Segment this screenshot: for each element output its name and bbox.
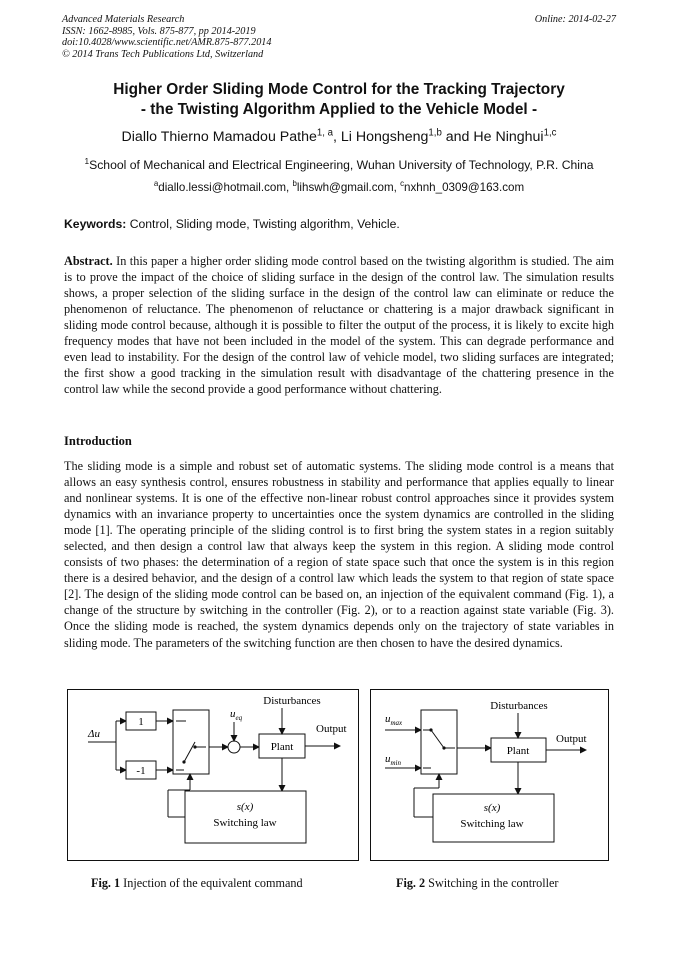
switching-law-label: Switching law: [460, 818, 524, 830]
figure-1-caption: [91, 876, 303, 891]
email-address[interactable]: diallo.lessi@hotmail.com,: [158, 181, 293, 194]
author-name: He Ninghui: [473, 129, 544, 145]
affiliation-sup: 1: [84, 155, 90, 166]
email-list: [40, 181, 638, 194]
switch-block: [173, 710, 209, 774]
sx-label: s(x): [483, 802, 501, 814]
journal-name: Advanced Materials Research: [62, 14, 185, 25]
author-list: [40, 129, 638, 145]
switching-law-label: Switching law: [213, 817, 277, 829]
abstract: [64, 253, 614, 397]
affiliation-text: School of Mechanical and Electrical Engineering, Wuhan University of Technology, P.R. China: [89, 158, 594, 172]
gain-negative-label: -1: [136, 765, 146, 777]
gain-positive-label: 1: [138, 716, 144, 728]
title-line-2: - the Twisting Algorithm Applied to the Vehicle Model -: [140, 101, 538, 118]
keywords: [64, 217, 614, 231]
introduction-text: The sliding mode is a simple and robust set of automatic systems. The sliding mode control is a means that allows an easy synthesis control, ensures robustness in stability and performance that applies equally to linear and nonlinear systems. It is one of the effective non-linear robust control approaches since it provides system dynamics with an invariance property to uncertainties once the system dynamics are controlled in the sliding mode [1]. The operating principle of the sliding control is to first bring the system states in a region suitably selected, and then design a control law that always keep the system in this region. A sliding mode control consists of two phases: the determination of a region of state space such that once the system is in this region there is a desired behavior, and the design of a control law which leads the system to that region of state space [2]. The design of the sliding mode control can be based on, an injection of the equivalent command (Fig. 1), a change of the structure by switching in the controller (Fig. 2), or to a reaction against state variable (Fig. 3). Once the sliding mode is reached, the system dynamics depends only on the trajectory of state variables in sliding mode. The parameters of the switching function are then chosen to have the desired dynamics.: [64, 459, 614, 650]
umax-label: $u_{max}$: [385, 713, 403, 727]
output-label: Output: [316, 723, 347, 735]
email-address[interactable]: lihswh@gmail.com,: [296, 181, 401, 194]
copyright-line: © 2014 Trans Tech Publications Ltd, Switzerland: [62, 48, 264, 60]
affiliation: [40, 155, 638, 172]
figure-1-caption-text: Injection of the equivalent command: [120, 876, 303, 890]
email-address[interactable]: nxhnh_0309@163.com: [404, 181, 525, 194]
keywords-label: Keywords:: [64, 217, 127, 231]
abstract-label: Abstract.: [64, 254, 113, 268]
disturbances-label: Disturbances: [263, 695, 321, 707]
figure-1: [67, 689, 359, 861]
figure-2-caption: [396, 876, 559, 891]
sx-label: s(x): [236, 801, 254, 813]
plant-label: Plant: [506, 745, 530, 757]
author-name: Diallo Thierno Mamadou Pathe: [121, 129, 317, 145]
paper-title: [40, 80, 638, 120]
online-date: Online: 2014-02-27: [534, 14, 616, 25]
figure-1-caption-label: Fig. 1: [91, 876, 121, 890]
journal-header: [62, 14, 616, 60]
introduction-heading: Introduction: [64, 434, 132, 448]
switch-block: [421, 710, 457, 774]
keywords-text: Control, Sliding mode, Twisting algorithm, Vehicle.: [126, 217, 400, 231]
email-sup: b: [292, 179, 297, 189]
summing-junction: [228, 741, 240, 753]
figure-2-caption-label: Fig. 2: [396, 876, 426, 890]
issn-line: ISSN: 1662-8985, Vols. 875-877, pp 2014-2019: [62, 25, 256, 37]
delta-u-label: Δu: [88, 728, 100, 740]
figure-2-caption-text: Switching in the controller: [425, 876, 559, 890]
abstract-text: In this paper a higher order sliding mode control based on the twisting algorithm is studied. The aim is to prove the impact of the choice of sliding surface in the design of the control law. The simulation results shows, a proper selection of the sliding surface in the design of the control law can eliminate or reduce the phenomenon of reluctance. The phenomenon of reluctance or chattering is a major drawback significant in sliding mode control because, although it is possible to filter the output of the process, it is likely to excite high frequency modes that have not been included in the model of the system. This can degrade performance and even lead to instability. For the design of the control law of vehicle model, two sliding surfaces are integrated; the first show a good tracking in the simulation result with disadvantage of the chattering presence in the control law while the second provide a good performance without chattering.: [64, 254, 614, 397]
disturbances-label: Disturbances: [490, 700, 548, 712]
email-sup: c: [400, 179, 405, 189]
plant-label: Plant: [270, 741, 294, 753]
author-name: Li Hongsheng: [340, 129, 429, 145]
umin-label: $u_{min}$: [385, 753, 401, 767]
author-sup: 1, a: [316, 127, 333, 139]
doi-line: doi:10.4028/www.scientific.net/AMR.875-877.2014: [62, 37, 272, 49]
ueq-label: $u_{eq}$: [230, 708, 243, 722]
author-sup: 1,b: [428, 127, 442, 139]
author-separator: and: [441, 129, 474, 145]
author-separator: ,: [332, 129, 341, 145]
author-sup: 1,c: [543, 127, 557, 139]
title-line-1: Higher Order Sliding Mode Control for the Tracking Trajectory: [113, 81, 565, 98]
figure-2: [370, 689, 609, 861]
output-label: Output: [556, 733, 587, 745]
email-sup: a: [153, 179, 159, 189]
